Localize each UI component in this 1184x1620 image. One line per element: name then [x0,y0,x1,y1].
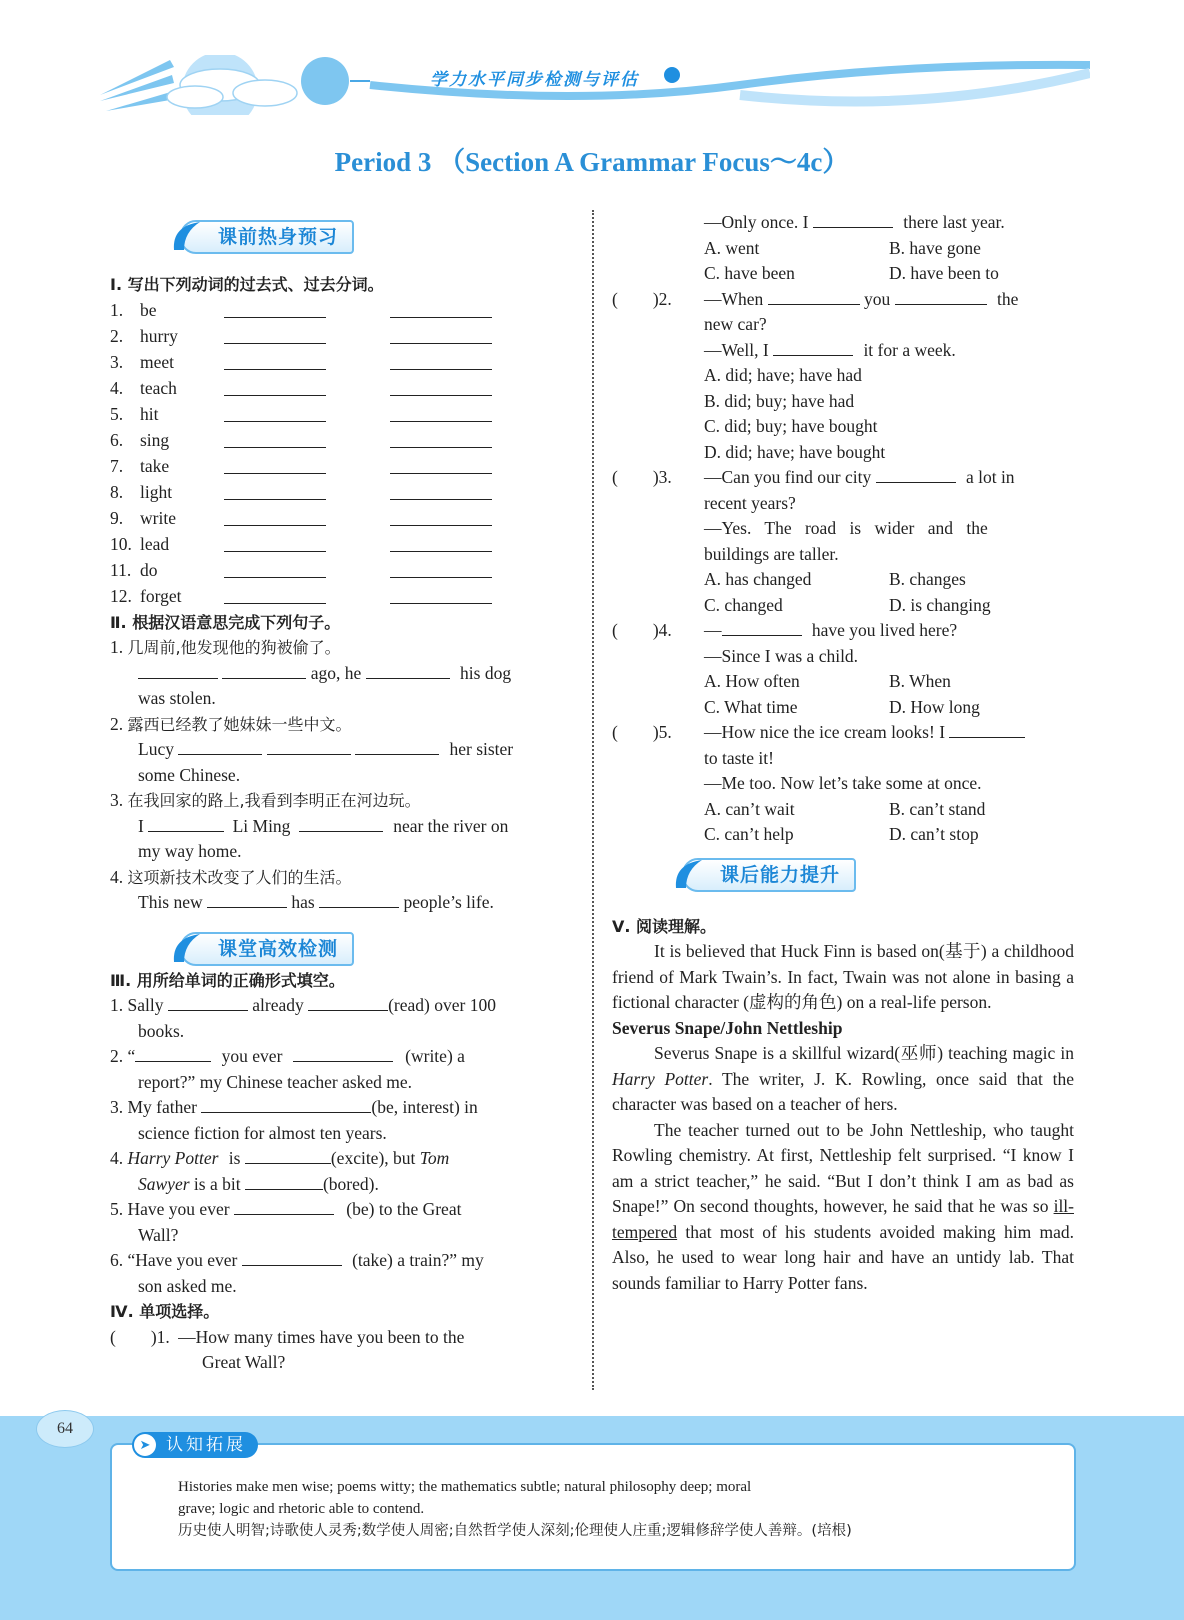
banner-label: 课堂高效检测 [180,932,354,966]
verb-word: lead [140,533,170,554]
option[interactable]: D. did; have; have bought [704,441,886,462]
s3-q1: 1. Sally already (read) over 100 [110,995,496,1015]
option[interactable]: A. went [704,237,760,258]
s4-q2-reply: —Well, I it for a week. [704,339,956,360]
past-tense-blank[interactable] [224,532,326,552]
s4-q3: ( )3. —Can you find our city a lot in [612,467,1015,487]
past-participle-blank[interactable] [390,350,492,370]
answer-blank[interactable] [722,618,802,636]
answer-blank[interactable] [245,1146,331,1164]
verb-number: 3. [110,351,124,372]
verb-word: do [140,559,158,580]
verb-number: 8. [110,481,124,502]
verb-number: 1. [110,299,124,320]
verb-row [110,376,572,402]
s2-q2: 2. 露西已经教了她妹妹一些中文。 [110,713,352,734]
option[interactable]: C. changed [704,594,783,615]
s3-q3: 3. My father (be, interest) in [110,1097,478,1117]
option[interactable]: C. can’t help [704,824,794,844]
past-tense-blank[interactable] [224,376,326,396]
option[interactable]: B. changes [889,569,966,589]
answer-blank[interactable] [168,993,248,1011]
s4-q2-cont: new car? [704,314,767,334]
s4-q5: ( )5. —How nice the ice cream looks! I [612,720,1074,746]
s2-q2-line: Lucy her sister [138,739,514,759]
verb-row [110,454,572,480]
page-title: Period 3 （Section A Grammar Focus～4c） [334,147,850,177]
s4-q4-reply: —Since I was a child. [704,645,859,666]
option[interactable]: C. have been [704,263,795,283]
verb-number: 9. [110,507,124,528]
past-tense-blank[interactable] [224,454,326,474]
verb-number: 2. [110,325,124,346]
s2-q2-end: some Chinese. [138,764,241,785]
answer-blank[interactable] [308,993,388,1011]
answer-blank[interactable] [135,1044,211,1062]
answer-blank[interactable] [234,1197,334,1215]
s4-q1-options [612,236,1074,262]
verb-word: hurry [140,325,178,346]
answer-blank[interactable] [222,661,306,679]
past-participle-blank[interactable] [390,532,492,552]
verb-row [110,324,572,350]
s4-q3-reply: —Yes. The road is wider and the [704,518,988,538]
s2-q3-line: I Li Ming near the river on [138,815,509,836]
s3-q5: 5. Have you ever (be) to the Great [110,1199,462,1219]
option[interactable]: C. did; buy; have bought [704,416,878,436]
verb-row [110,506,572,532]
s4-q5-cont: to taste it! [704,747,774,768]
answer-blank[interactable] [245,1172,323,1190]
right-column [612,210,1074,1296]
answer-blank[interactable] [148,814,224,832]
past-tense-blank[interactable] [224,350,326,370]
s3-q3-end: science fiction for almost ten years. [138,1122,387,1143]
s2-q3-end: my way home. [138,841,242,861]
option[interactable]: D. is changing [889,594,991,615]
s3-q4: 4. Harry Potter is (excite), but Tom [110,1148,450,1168]
past-tense-blank[interactable] [224,324,326,344]
s4-q1-end: Great Wall? [202,1352,286,1372]
answer-blank[interactable] [366,661,450,679]
verb-number: 7. [110,455,124,476]
s2-q1-end: was stolen. [138,688,216,708]
verb-row [110,584,572,610]
answer-blank[interactable] [178,737,262,755]
answer-blank[interactable] [138,661,218,679]
s4-q1-reply: —Only once. I there last year. [704,212,1005,232]
banner-label: 课前热身预习 [180,220,354,254]
verb-row [110,402,572,428]
past-tense-blank[interactable] [224,584,326,604]
s4-q4: ( )4. — have you lived here? [612,620,958,640]
s4-q3-options [612,567,1074,593]
answer-blank[interactable] [768,287,860,305]
reading-paragraph-3: The teacher turned out to be John Nettleship, who taught Rowling chemistry. At first, Nettleship felt surprised. “I know I am a strict teacher,” he said. “But I don’t think I am as bad as Snape!” On second thoughts, however, he said that he was so ill-tempered that most of his students avoided making him mad. Also, he used to wear long hair and have an untidy lab. That sounds familiar to Harry Potter fans. [612,1119,1074,1293]
answer-blank[interactable] [813,210,893,228]
s3-q1-end: books. [138,1020,185,1041]
verb-row [110,558,572,584]
past-tense-blank[interactable] [224,298,326,318]
quote-text: Histories make men wise; poems witty; the mathematics subtle; natural philosophy deep; moral grave; logic and rhetoric able to contend. 历史使人明智;诗歌使人灵秀;数学使人周密;自然哲学使人深刻;伦理使人庄重;逻辑修辞学使人善辩。(培根) [178,1479,852,1539]
s4-q5-options [612,822,1074,848]
option[interactable]: D. have been to [889,263,999,283]
verb-word: forget [140,585,182,606]
s3-q6-end: son asked me. [138,1275,237,1296]
verb-number: 6. [110,429,124,450]
past-tense-blank[interactable] [224,480,326,500]
s4-q5-reply: —Me too. Now let’s take some at once. [704,773,982,793]
circle-decoration [301,57,349,105]
answer-blank[interactable] [895,287,987,305]
s3-q5-end: Wall? [138,1224,179,1245]
s4-q4-options [612,695,1074,721]
option[interactable]: B. did; buy; have had [704,390,855,411]
answer-blank[interactable] [876,465,956,483]
answer-blank[interactable] [319,890,399,908]
s2-q1: 1. 几周前,他发现他的狗被偷了。 [110,637,341,657]
answer-blank[interactable] [242,1248,342,1266]
s4-q3-cont: recent years? [704,492,796,513]
column-divider [592,210,594,1390]
option[interactable]: B. have gone [889,237,981,258]
past-tense-blank[interactable] [224,558,326,578]
s4-q5-options [612,797,1074,823]
verb-list [110,298,572,610]
option[interactable]: C. What time [704,696,798,717]
series-brand: 学力水平同步检测与评估 [430,70,639,90]
past-participle-blank[interactable] [390,324,492,344]
option[interactable]: A. can’t wait [704,798,795,819]
past-tense-blank[interactable] [224,428,326,448]
s4-q3-options [612,593,1074,619]
option[interactable]: B. When [889,671,951,691]
section-4-title: Ⅳ. 单项选择。 [110,1302,220,1321]
s3-q6: 6. “Have you ever (take) a train?” my [110,1250,484,1270]
verb-row [110,350,572,376]
page-number: 64 [36,1410,94,1448]
banner-label: 课后能力提升 [682,858,856,892]
verb-number: 10. [110,533,132,554]
answer-blank[interactable] [207,890,287,908]
section-1-title: Ⅰ. 写出下列动词的过去式、过去分词。 [110,275,384,294]
past-participle-blank[interactable] [390,506,492,526]
verb-number: 12. [110,585,132,606]
s4-q1-options [612,261,1074,287]
option[interactable]: D. can’t stop [889,824,979,844]
past-participle-blank[interactable] [390,376,492,396]
s3-q2-end: report?” my Chinese teacher asked me. [138,1071,413,1092]
s2-q4-line: This new has people’s life. [138,892,494,912]
option[interactable]: A. did; have; have had [704,365,862,385]
reading-subhead: Severus Snape/John Nettleship [612,1017,843,1038]
section-2-title: Ⅱ. 根据汉语意思完成下列句子。 [110,612,341,632]
option[interactable]: D. How long [889,696,980,717]
left-column [110,272,572,1376]
verb-row [110,532,572,558]
verb-number: 4. [110,377,124,398]
swoosh-icon [170,218,210,252]
reading-paragraph-1: It is believed that Huck Finn is based on(基于) a childhood friend of Mark Twain’s. In fact, Twain was not alone in basing a fictional character (虚构的角色) on a real-life person. [612,941,1074,1012]
verb-word: take [140,455,170,476]
s2-q3: 3. 在我回家的路上,我看到李明正在河边玩。 [110,790,421,810]
option[interactable]: A. has changed [704,569,812,589]
s3-q2: 2. “ you ever (write) a [110,1046,465,1066]
answer-blank[interactable] [267,737,351,755]
answer-blank[interactable] [299,814,383,832]
banner-pre-class [170,218,370,252]
past-participle-blank[interactable] [390,584,492,604]
past-participle-blank[interactable] [390,402,492,422]
s4-q1: ( )1. —How many times have you been to the [110,1326,465,1347]
past-tense-blank[interactable] [224,506,326,526]
section-5-title: Ⅴ. 阅读理解。 [612,916,717,936]
s4-q2: ( )2. —When you the [612,288,1019,309]
answer-blank[interactable] [201,1095,371,1113]
verb-row [110,428,572,454]
verb-word: write [140,507,176,528]
quote-label: 认知拓展 [132,1432,258,1458]
option[interactable]: B. can’t stand [889,798,986,819]
past-participle-blank[interactable] [390,298,492,318]
answer-blank[interactable] [355,737,439,755]
verb-word: sing [140,429,170,450]
answer-blank[interactable] [949,720,1025,738]
arrow-right-icon: ➤ [134,1434,156,1456]
verb-word: light [140,481,173,502]
verb-row [110,298,572,324]
verb-word: hit [140,403,159,424]
past-participle-blank[interactable] [390,480,492,500]
reading-paragraph-2: Severus Snape is a skillful wizard(巫师) teaching magic in Harry Potter. The writer, J. K. Rowling, once said that the character was based on a teacher of hers. [612,1043,1074,1114]
s4-q4-options [612,669,1074,695]
past-participle-blank[interactable] [390,428,492,448]
section-3-title: Ⅲ. 用所给单词的正确形式填空。 [110,970,345,990]
verb-word: teach [140,377,177,398]
verb-number: 11. [110,559,132,580]
verb-word: meet [140,351,175,372]
answer-blank[interactable] [293,1044,393,1062]
verb-row [110,480,572,506]
past-tense-blank[interactable] [224,402,326,422]
verb-word: be [140,299,157,320]
verb-number: 5. [110,403,124,424]
s2-q4: 4. 这项新技术改变了人们的生活。 [110,866,352,887]
answer-blank[interactable] [773,338,853,356]
s3-q4-line: Sawyer is a bit (bored). [138,1173,379,1194]
s4-q3-reply-end: buildings are taller. [704,543,839,564]
s2-q1-line: ago, he his dog [110,661,572,687]
past-participle-blank[interactable] [390,558,492,578]
option[interactable]: A. How often [704,671,800,691]
past-participle-blank[interactable] [390,454,492,474]
